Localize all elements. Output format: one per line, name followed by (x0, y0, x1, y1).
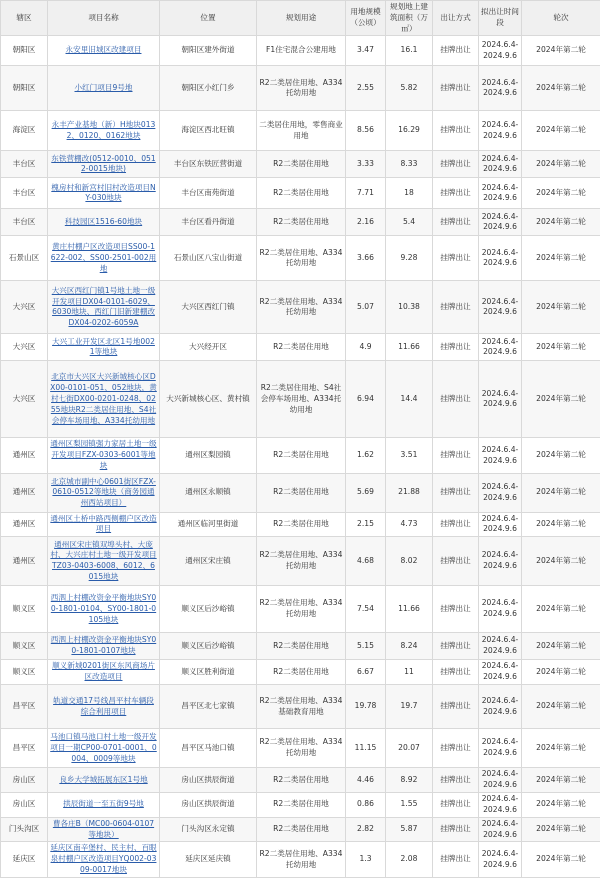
cell-time: 2024.6.4-2024.9.6 (479, 281, 522, 334)
cell-method: 挂牌出让 (433, 151, 479, 178)
cell-usage: R2二类居住用地、A334托幼用地 (257, 66, 346, 111)
cell-time: 2024.6.4-2024.9.6 (479, 473, 522, 512)
cell-project[interactable] (48, 586, 160, 633)
project-link[interactable]: 拱辰街道一至五街9号地 (63, 799, 144, 809)
cell-method: 挂牌出让 (433, 660, 479, 685)
cell-method: 挂牌出让 (433, 729, 479, 768)
cell-round: 2024年第二轮 (522, 512, 600, 537)
cell-time: 2024.6.4-2024.9.6 (479, 512, 522, 537)
project-link[interactable]: 永安里旧城区改建项目 (65, 45, 142, 55)
cell-time: 2024.6.4-2024.9.6 (479, 151, 522, 178)
cell-location: 通州区永顺镇 (160, 473, 257, 512)
header-location: 位置 (160, 1, 257, 36)
cell-time: 2024.6.4-2024.9.6 (479, 660, 522, 685)
header-project: 项目名称 (48, 1, 160, 36)
cell-usage: R2二类居住用地 (257, 438, 346, 473)
cell-round: 2024年第二轮 (522, 236, 600, 281)
cell-district: 海淀区 (1, 111, 48, 151)
cell-location: 顺义区胜利街道 (160, 660, 257, 685)
cell-area: 5.15 (346, 633, 386, 660)
cell-floor: 3.51 (386, 438, 433, 473)
project-link[interactable]: 延庆区南辛堡村、民主村、百眼泉村棚户区改造项目YQ002-0309-0017地块 (50, 843, 157, 874)
cell-floor: 5.4 (386, 209, 433, 236)
cell-area: 4.9 (346, 334, 386, 361)
cell-method: 挂牌出让 (433, 236, 479, 281)
cell-round: 2024年第二轮 (522, 660, 600, 685)
cell-district: 石景山区 (1, 236, 48, 281)
cell-floor: 11.66 (386, 334, 433, 361)
project-link[interactable]: 东铁营棚改(0512-0010、0512-0015地块) (51, 153, 156, 174)
cell-district: 房山区 (1, 768, 48, 793)
cell-time: 2024.6.4-2024.9.6 (479, 633, 522, 660)
cell-location: 昌平区北七家镇 (160, 685, 257, 729)
cell-district: 延庆区 (1, 842, 48, 877)
cell-round: 2024年第二轮 (522, 537, 600, 586)
project-link[interactable]: 大兴工业开发区北区1号地0021等地块 (52, 336, 155, 357)
cell-usage: R2二类居住用地 (257, 817, 346, 842)
cell-district: 通州区 (1, 512, 48, 537)
project-link[interactable]: 通州区宋庄镇双埠头村、大庞村、大兴庄村土地一级开发项目TZ03-0403-6008、6012、6015地块 (50, 539, 157, 582)
project-link[interactable]: 小红门项目9号地 (74, 82, 133, 92)
cell-floor: 1.55 (386, 792, 433, 817)
cell-area: 3.33 (346, 151, 386, 178)
table-row (1, 66, 600, 111)
cell-area: 2.15 (346, 512, 386, 537)
cell-project[interactable] (48, 438, 160, 473)
cell-project[interactable] (48, 842, 160, 877)
table-row (1, 178, 600, 209)
cell-area: 7.71 (346, 178, 386, 209)
cell-district: 丰台区 (1, 209, 48, 236)
cell-district: 昌平区 (1, 685, 48, 729)
cell-usage: R2二类居住用地、A334托幼用地 (257, 236, 346, 281)
cell-area: 5.07 (346, 281, 386, 334)
cell-method: 挂牌出让 (433, 111, 479, 151)
cell-district: 房山区 (1, 792, 48, 817)
cell-district: 大兴区 (1, 361, 48, 438)
cell-floor: 11.66 (386, 586, 433, 633)
cell-method: 挂牌出让 (433, 685, 479, 729)
cell-floor: 16.1 (386, 36, 433, 66)
cell-project[interactable] (48, 768, 160, 793)
cell-round: 2024年第二轮 (522, 768, 600, 793)
cell-time: 2024.6.4-2024.9.6 (479, 236, 522, 281)
cell-location: 房山区拱辰街道 (160, 792, 257, 817)
project-link[interactable]: 曹各庄B（MC00-0604-0107等地块） (52, 818, 155, 839)
cell-method: 挂牌出让 (433, 66, 479, 111)
table-row (1, 334, 600, 361)
cell-area: 19.78 (346, 685, 386, 729)
cell-usage: R2二类居住用地 (257, 660, 346, 685)
cell-floor: 5.87 (386, 817, 433, 842)
cell-method: 挂牌出让 (433, 334, 479, 361)
cell-project[interactable] (48, 473, 160, 512)
cell-round: 2024年第二轮 (522, 633, 600, 660)
cell-district: 大兴区 (1, 334, 48, 361)
cell-round: 2024年第二轮 (522, 36, 600, 66)
cell-usage: R2二类居住用地 (257, 633, 346, 660)
cell-time: 2024.6.4-2024.9.6 (479, 111, 522, 151)
cell-usage: R2二类居住用地 (257, 792, 346, 817)
cell-time: 2024.6.4-2024.9.6 (479, 209, 522, 236)
cell-round: 2024年第二轮 (522, 66, 600, 111)
cell-location: 大兴新城核心区、黄村镇 (160, 361, 257, 438)
cell-area: 5.69 (346, 473, 386, 512)
cell-time: 2024.6.4-2024.9.6 (479, 36, 522, 66)
cell-round: 2024年第二轮 (522, 151, 600, 178)
cell-round: 2024年第二轮 (522, 438, 600, 473)
cell-floor: 18 (386, 178, 433, 209)
cell-area: 3.47 (346, 36, 386, 66)
cell-usage: R2二类居住用地 (257, 334, 346, 361)
cell-round: 2024年第二轮 (522, 361, 600, 438)
cell-floor: 9.28 (386, 236, 433, 281)
cell-method: 挂牌出让 (433, 768, 479, 793)
cell-floor: 4.73 (386, 512, 433, 537)
cell-floor: 5.82 (386, 66, 433, 111)
cell-floor: 10.38 (386, 281, 433, 334)
cell-project[interactable] (48, 334, 160, 361)
cell-project[interactable] (48, 817, 160, 842)
cell-floor: 11 (386, 660, 433, 685)
table-row (1, 36, 600, 66)
project-link[interactable]: 西泗上村棚改资金平衡地块SY00-1801-0107地块 (50, 635, 157, 656)
cell-project[interactable] (48, 792, 160, 817)
cell-area: 3.66 (346, 236, 386, 281)
table-row (1, 473, 600, 512)
cell-project[interactable] (48, 236, 160, 281)
cell-location: 朝阳区建外街道 (160, 36, 257, 66)
cell-project[interactable] (48, 660, 160, 685)
cell-area: 0.86 (346, 792, 386, 817)
cell-time: 2024.6.4-2024.9.6 (479, 438, 522, 473)
cell-location: 房山区拱辰街道 (160, 768, 257, 793)
cell-floor: 8.33 (386, 151, 433, 178)
cell-project[interactable] (48, 281, 160, 334)
cell-floor: 8.24 (386, 633, 433, 660)
cell-location: 海淀区西北旺镇 (160, 111, 257, 151)
cell-time: 2024.6.4-2024.9.6 (479, 66, 522, 111)
cell-floor: 19.7 (386, 685, 433, 729)
cell-usage: R2二类居住用地 (257, 512, 346, 537)
table-row (1, 236, 600, 281)
cell-district: 丰台区 (1, 151, 48, 178)
cell-area: 1.3 (346, 842, 386, 877)
table-row (1, 768, 600, 793)
cell-location: 通州区临河里街道 (160, 512, 257, 537)
cell-area: 6.67 (346, 660, 386, 685)
cell-method: 挂牌出让 (433, 586, 479, 633)
project-link[interactable]: 马池口镇马池口村土地一级开发项目一期CP00-0701-0001、0004、0009等地块 (50, 732, 157, 763)
cell-usage: R2二类居住用地、A334托幼用地 (257, 842, 346, 877)
cell-area: 7.54 (346, 586, 386, 633)
cell-area: 8.56 (346, 111, 386, 151)
cell-round: 2024年第二轮 (522, 178, 600, 209)
project-link[interactable]: 轨道交通17号线昌平村车辆段综合利用项目 (53, 695, 154, 716)
cell-time: 2024.6.4-2024.9.6 (479, 361, 522, 438)
cell-area: 4.68 (346, 537, 386, 586)
cell-time: 2024.6.4-2024.9.6 (479, 685, 522, 729)
table-row (1, 792, 600, 817)
cell-project[interactable] (48, 685, 160, 729)
project-link[interactable]: 通州区土桥中路西侧棚户区改造项目 (50, 513, 157, 534)
table-row (1, 111, 600, 151)
cell-round: 2024年第二轮 (522, 685, 600, 729)
project-link[interactable]: 北京市大兴区大兴新城核心区DX00-0101-051、052地块，黄村七街DX00-0201-0248、0255地块R2二类居住用地、S4社会停车场用地、A334托幼用地 (50, 372, 157, 425)
cell-area: 6.94 (346, 361, 386, 438)
cell-district: 通州区 (1, 473, 48, 512)
cell-usage: R2二类居住用地 (257, 473, 346, 512)
project-link[interactable]: 良乡大学城拓展东区1号地 (59, 774, 148, 784)
cell-time: 2024.6.4-2024.9.6 (479, 792, 522, 817)
header-method: 出让方式 (433, 1, 479, 36)
cell-usage: F1住宅混合公建用地 (257, 36, 346, 66)
header-round: 轮次 (522, 1, 600, 36)
cell-location: 通州区梨园镇 (160, 438, 257, 473)
cell-method: 挂牌出让 (433, 209, 479, 236)
cell-location: 门头沟区永定镇 (160, 817, 257, 842)
header-floor: 规划地上建筑面积（万㎡） (386, 1, 433, 36)
cell-time: 2024.6.4-2024.9.6 (479, 768, 522, 793)
cell-round: 2024年第二轮 (522, 334, 600, 361)
cell-district: 顺义区 (1, 633, 48, 660)
cell-round: 2024年第二轮 (522, 729, 600, 768)
cell-project[interactable] (48, 537, 160, 586)
cell-district: 通州区 (1, 438, 48, 473)
cell-project[interactable] (48, 633, 160, 660)
cell-round: 2024年第二轮 (522, 842, 600, 877)
table-row (1, 438, 600, 473)
project-link[interactable]: 槐房村和新宫村旧村改造项目NY-030地块 (51, 182, 156, 203)
cell-usage: R2二类居住用地、S4社会停车场用地、A334托幼用地 (257, 361, 346, 438)
cell-district: 通州区 (1, 537, 48, 586)
cell-round: 2024年第二轮 (522, 473, 600, 512)
cell-method: 挂牌出让 (433, 512, 479, 537)
table-row (1, 685, 600, 729)
header-area: 用地规模（公顷） (346, 1, 386, 36)
cell-time: 2024.6.4-2024.9.6 (479, 178, 522, 209)
cell-floor: 8.02 (386, 537, 433, 586)
cell-usage: R2二类居住用地、A334基础教育用地 (257, 685, 346, 729)
cell-location: 丰台区东铁匠营街道 (160, 151, 257, 178)
header-row (1, 1, 600, 36)
table-row (1, 281, 600, 334)
cell-time: 2024.6.4-2024.9.6 (479, 537, 522, 586)
cell-usage: R2二类居住用地、A334托幼用地 (257, 281, 346, 334)
cell-location: 顺义区后沙峪镇 (160, 586, 257, 633)
cell-district: 朝阳区 (1, 36, 48, 66)
cell-round: 2024年第二轮 (522, 817, 600, 842)
cell-project[interactable] (48, 512, 160, 537)
cell-location: 通州区宋庄镇 (160, 537, 257, 586)
cell-area: 11.15 (346, 729, 386, 768)
cell-district: 大兴区 (1, 281, 48, 334)
table-row (1, 209, 600, 236)
table-row (1, 512, 600, 537)
cell-floor: 8.92 (386, 768, 433, 793)
cell-method: 挂牌出让 (433, 361, 479, 438)
cell-district: 顺义区 (1, 660, 48, 685)
cell-location: 丰台区看丹街道 (160, 209, 257, 236)
header-usage: 规划用途 (257, 1, 346, 36)
cell-method: 挂牌出让 (433, 36, 479, 66)
table-row (1, 633, 600, 660)
project-link[interactable]: 北京城市副中心0601街区FZX-0610-0512等地块（商务园通州西站项目） (51, 476, 156, 508)
cell-round: 2024年第二轮 (522, 209, 600, 236)
cell-method: 挂牌出让 (433, 817, 479, 842)
cell-method: 挂牌出让 (433, 473, 479, 512)
table-row (1, 660, 600, 685)
cell-time: 2024.6.4-2024.9.6 (479, 334, 522, 361)
cell-project[interactable] (48, 36, 160, 66)
header-district: 辖区 (1, 1, 48, 36)
table-row (1, 586, 600, 633)
cell-usage: R2二类居住用地 (257, 768, 346, 793)
cell-area: 4.46 (346, 768, 386, 793)
cell-usage: R2二类居住用地 (257, 209, 346, 236)
cell-area: 2.16 (346, 209, 386, 236)
cell-district: 朝阳区 (1, 66, 48, 111)
cell-method: 挂牌出让 (433, 792, 479, 817)
table-row (1, 817, 600, 842)
cell-district: 丰台区 (1, 178, 48, 209)
cell-district: 顺义区 (1, 586, 48, 633)
cell-round: 2024年第二轮 (522, 281, 600, 334)
cell-district: 昌平区 (1, 729, 48, 768)
project-link[interactable]: 科技园区1516-60地块 (64, 216, 143, 226)
cell-usage: R2二类居住用地、A334托幼用地 (257, 537, 346, 586)
header-time: 拟出让时间段 (479, 1, 522, 36)
cell-method: 挂牌出让 (433, 281, 479, 334)
cell-usage: R2二类居住用地、A334托幼用地 (257, 586, 346, 633)
cell-time: 2024.6.4-2024.9.6 (479, 729, 522, 768)
cell-location: 顺义区后沙峪镇 (160, 633, 257, 660)
cell-project[interactable] (48, 111, 160, 151)
project-link[interactable]: 顺义新城0201街区东风商场片区改造项目 (52, 661, 155, 682)
cell-floor: 21.88 (386, 473, 433, 512)
cell-location: 大兴经开区 (160, 334, 257, 361)
cell-project[interactable] (48, 729, 160, 768)
cell-method: 挂牌出让 (433, 633, 479, 660)
cell-floor: 20.07 (386, 729, 433, 768)
cell-project[interactable] (48, 66, 160, 111)
cell-round: 2024年第二轮 (522, 111, 600, 151)
cell-time: 2024.6.4-2024.9.6 (479, 817, 522, 842)
table-row (1, 729, 600, 768)
cell-area: 2.55 (346, 66, 386, 111)
project-link[interactable]: 大兴区西红门镇1号地土地一级开发项目DX04-0101-6029、6030地块、西红门旧新建棚改DX04-0202-6059A (51, 285, 156, 328)
project-link[interactable]: 永丰产业基地（新）H地块0132、0120、0162地块 (51, 120, 156, 140)
project-link[interactable]: 黄庄村棚户区改造项目SS00-1622-002、SS00-2501-002用地 (50, 242, 157, 273)
cell-area: 2.82 (346, 817, 386, 842)
cell-method: 挂牌出让 (433, 178, 479, 209)
cell-method: 挂牌出让 (433, 438, 479, 473)
cell-round: 2024年第二轮 (522, 792, 600, 817)
cell-floor: 14.4 (386, 361, 433, 438)
cell-district: 门头沟区 (1, 817, 48, 842)
cell-usage: R2二类居住用地 (257, 178, 346, 209)
project-link[interactable]: 西泗上村棚改资金平衡地块SY00-1801-0104、SY00-1801-0105地块 (50, 593, 157, 624)
cell-usage: R2二类居住用地、A334托幼用地 (257, 729, 346, 768)
cell-method: 挂牌出让 (433, 842, 479, 877)
cell-floor: 2.08 (386, 842, 433, 877)
cell-area: 1.62 (346, 438, 386, 473)
cell-location: 朝阳区小红门乡 (160, 66, 257, 111)
cell-method: 挂牌出让 (433, 537, 479, 586)
cell-round: 2024年第二轮 (522, 586, 600, 633)
cell-project[interactable] (48, 178, 160, 209)
cell-location: 延庆区延庆镇 (160, 842, 257, 877)
project-link[interactable]: 通州区梨园镇强力家居土地一级开发项目FZX-0303-6001等地块 (50, 439, 157, 470)
table-row (1, 842, 600, 877)
cell-location: 昌平区马池口镇 (160, 729, 257, 768)
cell-time: 2024.6.4-2024.9.6 (479, 586, 522, 633)
table-row (1, 537, 600, 586)
cell-usage: R2二类居住用地 (257, 151, 346, 178)
cell-location: 丰台区南苑街道 (160, 178, 257, 209)
cell-project[interactable] (48, 209, 160, 236)
cell-project[interactable] (48, 151, 160, 178)
table-body (1, 36, 600, 877)
table-row (1, 361, 600, 438)
cell-location: 大兴区西红门镇 (160, 281, 257, 334)
cell-time: 2024.6.4-2024.9.6 (479, 842, 522, 877)
table-row (1, 151, 600, 178)
cell-location: 石景山区八宝山街道 (160, 236, 257, 281)
cell-project[interactable] (48, 361, 160, 438)
cell-usage: 二类居住用地，零售商业用地 (257, 111, 346, 151)
cell-floor: 16.29 (386, 111, 433, 151)
